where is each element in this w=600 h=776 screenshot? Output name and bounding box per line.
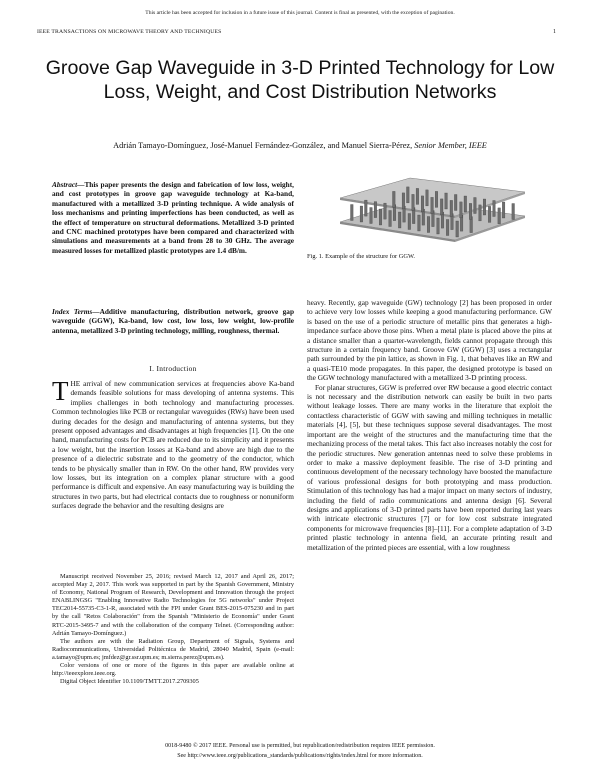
metal-pin	[435, 191, 438, 207]
journal-name: IEEE TRANSACTIONS ON MICROWAVE THEORY AND TECHNIQUES	[37, 29, 222, 35]
metal-pin	[427, 217, 430, 233]
abstract-text: —This paper presents the design and fabrication of low loss, weight, and cost prototypes in groove gap waveguide technology at Ka-band, manufactured with a metallized 3-D printing technique. A wide analysis of loss mechanisms and printing imperfections has been conducted, as well as the effect of temperature on structural deformations. Metallized 3-D printed and CNC machined prototypes have been compared and characterized with simulations and measurements at a band from 28 to 30 GHz. The average measured losses for metallized plastic prototypes are 1.4 dB/m.	[52, 180, 294, 255]
metal-pin	[469, 203, 472, 219]
metal-pin	[498, 208, 501, 224]
index-terms-text: —Additive manufacturing, distribution network, groove gap waveguide (GGW), Ka-band, low cost, low loss, low weight, low-profile antenna, metallized 3-D printing technology, milling, roughness, thermal.	[52, 307, 295, 335]
metal-pin	[416, 188, 419, 204]
metal-pin	[384, 203, 387, 219]
section-heading: I. Introduction	[149, 364, 197, 373]
metal-pin	[488, 206, 491, 222]
metal-pin	[393, 191, 396, 207]
metal-pin	[454, 195, 457, 211]
acceptance-note: This article has been accepted for inclusion in a future issue of this journal. Content is final as presented, with the exception of pagination.	[145, 10, 455, 16]
metal-pin	[456, 221, 459, 237]
metal-pin	[398, 212, 401, 228]
permissions-line: See http://www.ieee.org/publications_standards/publications/rights/index.html for more information.	[177, 753, 423, 759]
metal-pin	[445, 193, 448, 209]
metal-pin	[360, 206, 363, 222]
page-number: 1	[553, 29, 556, 35]
metal-pin	[351, 205, 354, 221]
metal-pin	[389, 211, 392, 227]
metal-pin	[412, 194, 415, 210]
footnote-color: Color versions of one or more of the figures in this paper are available online at http://ieeexplore.ieee.org.	[52, 662, 294, 678]
metal-pin	[440, 199, 443, 215]
metal-pin	[437, 218, 440, 234]
metal-pin	[370, 208, 373, 224]
ggw-structure-figure	[335, 176, 530, 242]
right-column-body	[307, 298, 552, 552]
introduction-text: HE arrival of new communication services at frequencies above Ka-band demands feasible solutions for mass developing of antenna systems. This implies challenges in both technology and manufacturing processes. Common technologies like PCB or rectangular waveguides (RWs) have been used during decades for the design and manufacturing of antenna systems, but they present opposed advantages and disadvantages at high frequencies [1]. On the one hand, manufacturing costs for PCB are reduced due to its simplicity and it presents a low weight, but the insertion losses at Ka-band and above are high due to the presence of a dielectric substrate and to the geometry of the conductor, which tends to be physically smaller than in RW. On the other hand, RW provides very low losses, but its integration on a complex planar structure with a good performance is difficult and expensive. An easy manufacturing way is building the structures in two parts, but had electrical contacts due to roughness or nonuniform surfaces degrade the behavior and the resulting designs are	[52, 379, 294, 511]
paragraph: heavy. Recently, gap waveguide (GW) technology [2] has been proposed in order to achieve very low losses while keeping a good manufacturing performance. GW is based on the use of a periodic structure of metallic pins that generates a high-impedance surface above those pins. When a metal plate is placed above the pins at a distance smaller than a quarter-wavelength, fields cannot propagate through this structure in a certain frequency band. Groove GW (GGW) [3] uses a rectangular path surrounded by the pin lattice, as shown in Fig. 1, that behaves like an RW and a quasi-TE10 mode propagates. In this paper, the designed prototype is based on the GGW technology manufactured with a metallized 3-D printing process.	[307, 298, 552, 383]
metal-pin	[474, 198, 477, 214]
paper-title: Groove Gap Waveguide in 3-D Printed Technology for Low Loss, Weight, and Cost Distribution Networks	[45, 57, 555, 103]
footnote-manuscript: Manuscript received November 25, 2016; revised March 12, 2017 and April 26, 2017; accepted May 2, 2017. This work was supported in part by the Spanish Government, Ministry of Economy, National Program of Research, Development and Innovation through the project ENABLINGSG "Enabling Innovative Radio Technologies for 5G networks" under Project TEC2014-55735-C3-1-R, associated with the FPI under Grant BES-2015-075230 and in part by the call "Retos Colaboración" from the Spanish "Ministerio de Economía" under Grant RTC-2015-3495-7 and with the collaboration of the company Telnet. (Corresponding author: Adrián Tamayo-Domínguez.)	[52, 573, 294, 637]
footnote-doi: Digital Object Identifier 10.1109/TMTT.2017.2709305	[60, 678, 199, 686]
metal-pin	[365, 200, 368, 216]
drop-cap: T	[52, 376, 69, 406]
metal-pin	[493, 201, 496, 217]
metal-pin	[450, 200, 453, 216]
footnote-affiliation: The authors are with the Radiation Group, Department of Signals, Systems and Radiocommunications, Universidad Politécnica de Madrid, 28040 Madrid, Spain (e-mail: a.tamayo@upm.es; jmfdez@gr.ssr.upm.es; m.sierra.perez@upm.es).	[52, 637, 294, 661]
introduction-body	[52, 376, 294, 511]
metal-pin	[483, 199, 486, 215]
metal-pin	[431, 197, 434, 213]
metal-pin	[502, 202, 505, 218]
footnote	[52, 573, 294, 686]
metal-pin	[512, 204, 515, 220]
author-names: Adrián Tamayo-Domínguez, José-Manuel Fernández-González, and Manuel Sierra-Pérez,	[113, 141, 413, 150]
metal-pin	[408, 214, 411, 230]
author-membership: Senior Member, IEEE	[414, 141, 487, 150]
author-line	[20, 141, 580, 150]
metal-pin	[418, 215, 421, 231]
metal-pin	[460, 202, 463, 218]
index-terms-label: Index Terms	[52, 307, 93, 316]
metal-pin	[446, 220, 449, 236]
metal-pin	[379, 209, 382, 225]
abstract-label: Abstract	[52, 180, 78, 189]
copyright-line: 0018-9480 © 2017 IEEE. Personal use is permitted, but republication/redistribution requires IEEE permission.	[165, 743, 435, 749]
abstract	[52, 180, 294, 255]
index-terms	[52, 307, 294, 335]
metal-pin	[479, 205, 482, 221]
metal-pin	[426, 190, 429, 206]
figure-caption: Fig. 1. Example of the structure for GGW.	[307, 253, 416, 260]
paragraph: For planar structures, GGW is preferred over RW because a good electric contact is not necessary and the distribution network can easily be built in two parts without leakage losses. There are many works in the literature that exploit the contactless characteristic of GGW with sawing and milling techniques in metallic materials [4], [5], but these techniques suppose several disadvantages. The most important are the weight of the structures and the manufacturing time that the mechanizing process of the metal takes. This fact also increases notably the cost for the periodic structures. New generation antennas need to solve these problems in order to make a massive deployment feasible. The rise of 3-D printing and continuous development of the necessary technology have boosted the manufacture of various professional designs for both prototyping and mass production. Stimulation of this technology has had a major impact on many sectors of industry, including the field of radio communications and antenna design [6]. Several designs and applications of 3-D printed parts have been reported during last years with intricate electronic structures [7] or for low cost substrate integrated components for microwave frequencies [8]–[11]. For a complete adaptation of 3-D printed plastic technology in antenna field, an accurate printing result and metallization of the printed pieces are essential, with a low roughness	[307, 382, 552, 552]
metal-pin	[374, 202, 377, 218]
metal-pin	[421, 196, 424, 212]
metal-pin	[464, 196, 467, 212]
metal-pin	[407, 187, 410, 203]
metal-pin	[402, 193, 405, 209]
